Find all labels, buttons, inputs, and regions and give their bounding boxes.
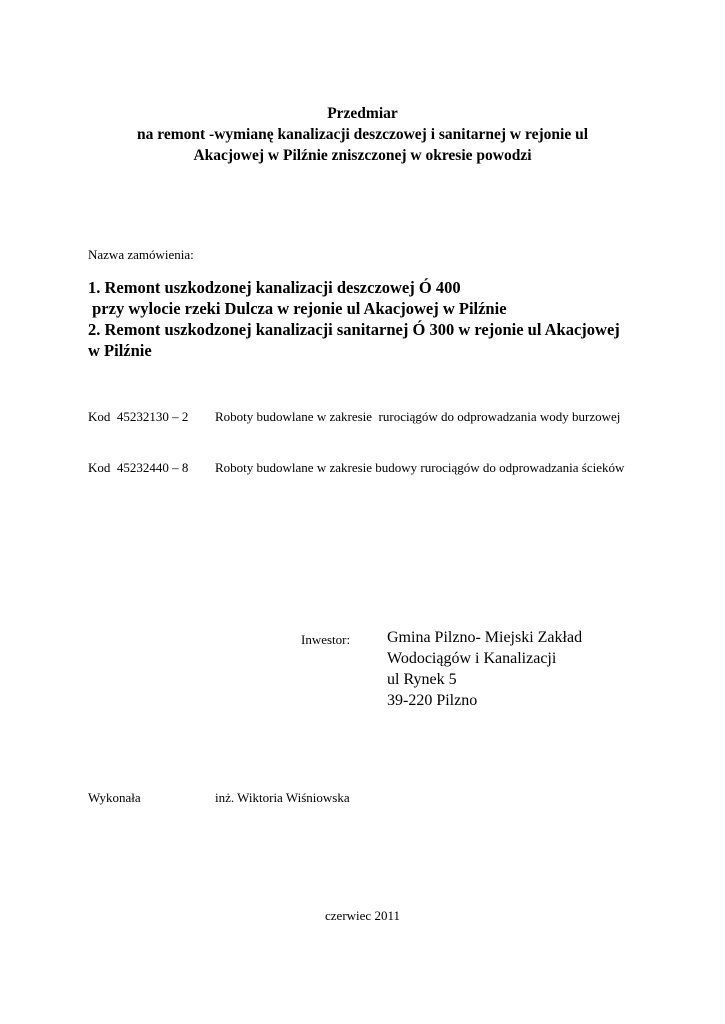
order-name-items [88, 277, 620, 361]
made-by-label: Wykonała [88, 790, 141, 805]
order-line-4: w Pilźnie [88, 341, 152, 360]
investor-line-2: Wodociągów i Kanalizacji [387, 650, 557, 667]
document-title [80, 103, 645, 166]
code-description: Roboty budowlane w zakresie rurociągów do odprowadzania wody burzowej [215, 409, 621, 424]
investor-address [387, 627, 582, 711]
investor-line-1: Gmina Pilzno- Miejski Zakład [387, 629, 583, 646]
title-line-2: na remont -wymianę kanalizacji deszczowej i sanitarnej w rejonie ul [136, 126, 588, 143]
title-line-3: Akacjowej w Pilźnie zniszczonej w okresie powodzi [193, 147, 532, 164]
code-description: Roboty budowlane w zakresie budowy rurociągów do odprowadzania ścieków [215, 460, 625, 475]
order-line-2: przy wylocie rzeki Dulcza w rejonie ul Akacjowej w Pilźnie [88, 299, 507, 318]
order-name-label: Nazwa zamówienia: [88, 247, 194, 262]
title-line-1: Przedmiar [327, 105, 398, 122]
order-line-3: 2. Remont uszkodzonej kanalizacji sanitarnej Ó 300 w rejonie ul Akacjowej [88, 320, 620, 339]
investor-line-4: 39-220 Pilzno [387, 692, 478, 709]
made-by-name: inż. Wiktoria Wiśniowska [215, 790, 350, 805]
document-date: czerwiec 2011 [325, 908, 400, 923]
code-number: Kod 45232440 – 8 [88, 460, 189, 475]
investor-line-3: ul Rynek 5 [387, 671, 457, 688]
code-number: Kod 45232130 – 2 [88, 409, 189, 424]
investor-label: Inwestor: [301, 632, 351, 647]
order-line-1: 1. Remont uszkodzonej kanalizacji deszczowej Ó 400 [88, 278, 461, 297]
